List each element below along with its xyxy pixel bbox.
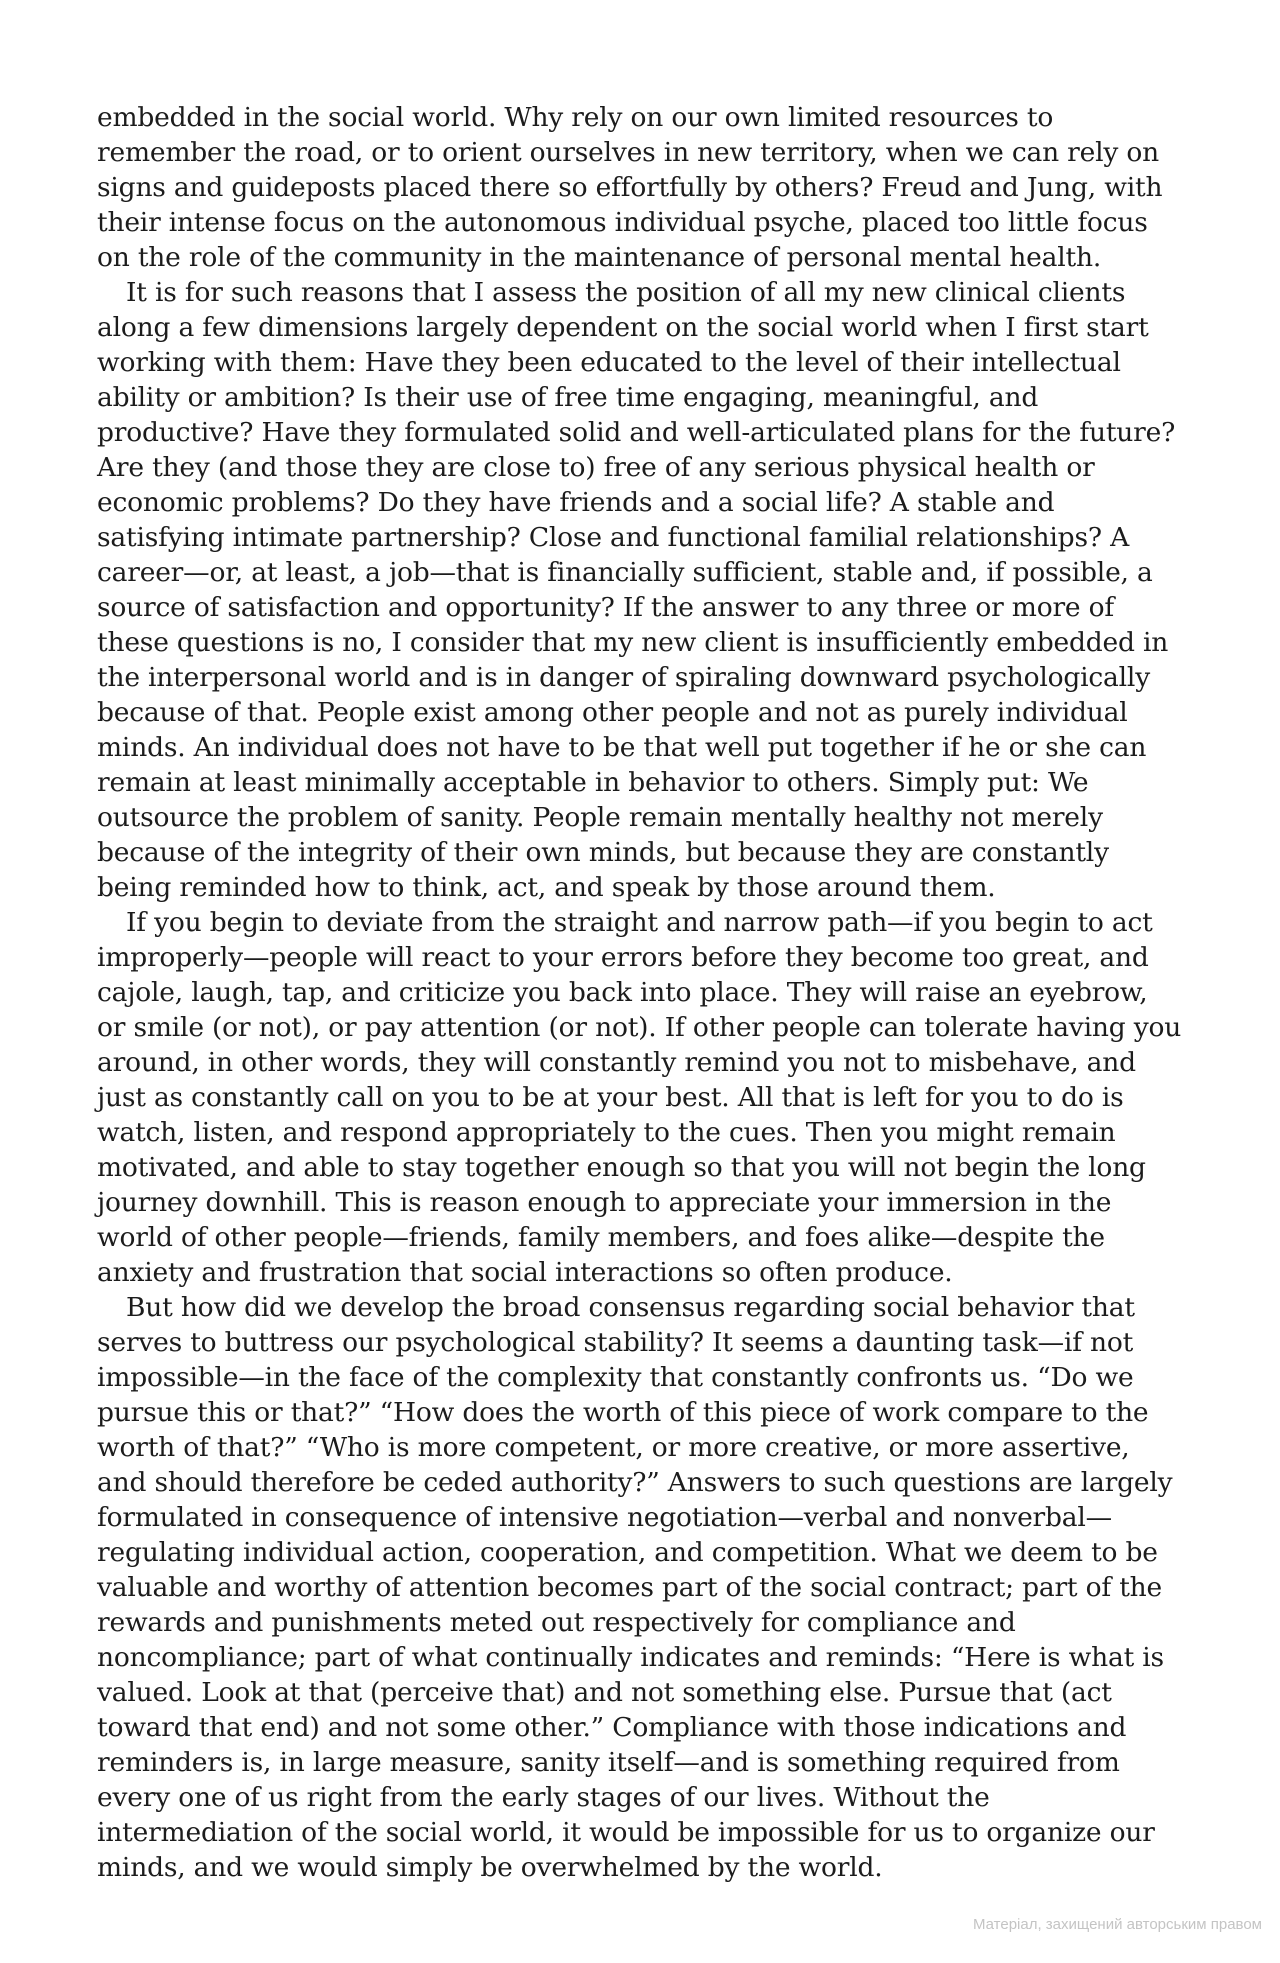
book-page-body: [97, 100, 1182, 1885]
paragraph-3: If you begin to deviate from the straight and narrow path—if you begin to act improperly—people will react to your errors before they become too great, and cajole, laugh, tap, and criticize you back into place. They will raise an eyebrow, or smile (or not), or pay attention (or not). If other people can tolerate having you around, in other words, they will constantly remind you not to misbehave, and just as constantly call on you to be at your best. All that is left for you to do is watch, listen, and respond appropriately to the cues. Then you might remain motivated, and able to stay together enough so that you will not begin the long journey downhill. This is reason enough to appreciate your immersion in the world of other people—friends, family members, and foes alike—despite the anxiety and frustration that social interactions so often produce.: [97, 907, 1182, 1288]
copyright-watermark: Матеріал, захищений авторським правом: [972, 1916, 1262, 1933]
paragraph-1: embedded in the social world. Why rely on our own limited resources to remember the road, or to orient ourselves in new territory, when we can rely on signs and guideposts placed there so effortfully by others? Freud and Jung, with their intense focus on the autonomous individual psyche, placed too little focus on the role of the community in the maintenance of personal mental health.: [97, 102, 1163, 273]
paragraph-2: It is for such reasons that I assess the position of all my new clinical clients along a few dimensions largely dependent on the social world when I first start working with them: Have they been educated to the level of their intellectual ability or ambition? Is their use of free time engaging, meaningful, and productive? Have they formulated solid and well-articulated plans for the future? Are they (and those they are close to) free of any serious physical health or economic problems? Do they have friends and a social life? A stable and satisfying intimate partnership? Close and functional familial relationships? A career—or, at least, a job—that is financially sufficient, stable and, if possible, a source of satisfaction and opportunity? If the answer to any three or more of these questions is no, I consider that my new client is insufficiently embedded in the interpersonal world and is in danger of spiraling downward psychologically because of that. People exist among other people and not as purely individual minds. An individual does not have to be that well put together if he or she can remain at least minimally acceptable in behavior to others. Simply put: We outsource the problem of sanity. People remain mentally healthy not merely because of the integrity of their own minds, but because they are constantly being reminded how to think, act, and speak by those around them.: [97, 277, 1176, 903]
paragraph-4: But how did we develop the broad consensus regarding social behavior that serves to buttress our psychological stability? It seems a daunting task—if not impossible—in the face of the complexity that constantly confronts us. “Do we pursue this or that?” “How does the worth of this piece of work compare to the worth of that?” “Who is more competent, or more creative, or more assertive, and should therefore be ceded authority?” Answers to such questions are largely formulated in consequence of intensive negotiation—verbal and nonverbal—regulating individual action, cooperation, and competition. What we deem to be valuable and worthy of attention becomes part of the social contract; part of the rewards and punishments meted out respectively for compliance and noncompliance; part of what continually indicates and reminds: “Here is what is valued. Look at that (perceive that) and not something else. Pursue that (act toward that end) and not some other.” Compliance with those indications and reminders is, in large measure, sanity itself—and is something required from every one of us right from the early stages of our lives. Without the intermediation of the social world, it would be impossible for us to organize our minds, and we would simply be overwhelmed by the world.: [97, 1292, 1173, 1883]
